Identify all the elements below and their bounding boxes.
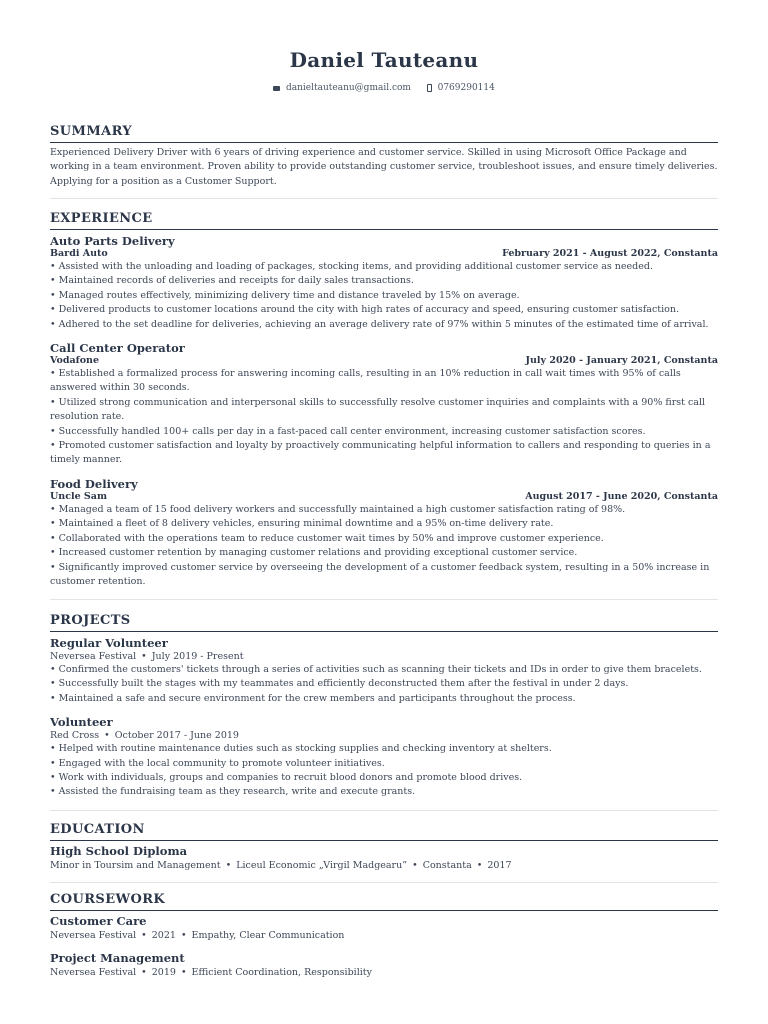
education-entry: High School Diploma Minor in Toursim and Management • Liceul Economic „Virgil Madgearu” • Constanta • 2017	[50, 844, 718, 872]
bullet: • Established a formalized process for answering incoming calls, resulting in an 10% reduction in call wait times with 95% of calls answered within 30 seconds.	[50, 367, 718, 396]
project-dates: October 2017 - June 2019	[114, 730, 239, 742]
experience-entry	[50, 341, 718, 468]
bullet: • Engaged with the local community to promote volunteer initiatives.	[50, 757, 718, 771]
bullet: • Assisted with the unloading and loading of packages, stocking items, and providing additional customer service as needed.	[50, 260, 718, 274]
education-section	[50, 822, 718, 883]
coursework-section	[50, 892, 718, 979]
bullet: • Increased customer retention by managing customer relations and providing exceptional customer service.	[50, 546, 718, 560]
section-title-experience: EXPERIENCE	[50, 211, 718, 230]
bullet: • Maintained records of deliveries and receipts for daily sales transactions.	[50, 274, 718, 288]
course-skills: Empathy, Clear Communication	[191, 930, 345, 941]
bullet: • Managed a team of 15 food delivery workers and successfully maintained a high customer satisfaction rating of 98%.	[50, 503, 718, 517]
experience-entry	[50, 234, 718, 332]
company-name: Bardi Auto	[50, 248, 108, 259]
email-text[interactable]: danieltauteanu@gmail.com	[286, 83, 411, 93]
job-title: Auto Parts Delivery	[50, 234, 175, 248]
bullet: • Promoted customer satisfaction and loyalty by proactively communicating helpful information to callers and responding to queries in a timely manner.	[50, 439, 718, 468]
job-title: Food Delivery	[50, 476, 138, 491]
project-org: Neversea Festival	[50, 651, 137, 662]
school-city: Constanta	[422, 860, 472, 871]
bullet: • Helped with routine maintenance duties such as stocking supplies and checking inventory at shelters.	[50, 742, 718, 756]
course-title: Customer Care	[50, 914, 147, 928]
job-bullets	[50, 367, 718, 468]
course-year: 2019	[151, 967, 176, 978]
bullet: • Successfully handled 100+ calls per day in a fast-paced call center environment, increasing customer satisfaction scores.	[50, 425, 718, 439]
course-entry: Customer Care Neversea Festival • 2021 • Empathy, Clear Communication	[50, 914, 718, 942]
bullet: • Collaborated with the operations team to reduce customer wait times by 50% and improve customer experience.	[50, 532, 718, 546]
bullet: • Adhered to the set deadline for deliveries, achieving an average delivery rate of 97% within 5 minutes of the estimated time of arrival.	[50, 318, 718, 332]
company-name: Vodafone	[50, 355, 100, 367]
bullet: • Work with individuals, groups and companies to recruit blood donors and promote blood drives.	[50, 771, 718, 785]
course-org: Neversea Festival	[50, 967, 137, 978]
bullet: • Confirmed the customers' tickets through a series of activities such as scanning their tickets and IDs in order to give them bracelets.	[50, 663, 718, 677]
school-name: Liceul Economic „Virgil Madgearu”	[236, 860, 408, 871]
job-dates: July 2020 - January 2021, Constanta	[525, 355, 718, 367]
section-title-coursework: COURSEWORK	[50, 892, 718, 911]
email-icon	[273, 86, 280, 91]
section-title-summary: SUMMARY	[50, 124, 718, 143]
course-org: Neversea Festival	[50, 930, 137, 941]
course-title: Project Management	[50, 951, 185, 965]
job-dates: February 2021 - August 2022, Constanta	[502, 248, 718, 259]
job-title: Call Center Operator	[50, 341, 185, 356]
course-entry: Project Management Neversea Festival • 2019 • Efficient Coordination, Responsibility	[50, 951, 718, 979]
project-dates: July 2019 - Present	[151, 651, 244, 662]
phone-icon	[427, 84, 432, 92]
section-title-projects: PROJECTS	[50, 613, 718, 632]
bullet: • Delivered products to customer locations around the city with high rates of accuracy and speed, ensuring customer satisfaction.	[50, 303, 718, 317]
project-title: Volunteer	[50, 715, 113, 730]
project-org: Red Cross	[50, 730, 100, 742]
bullet: • Maintained a safe and secure environment for the crew members and participants throughout the process.	[50, 692, 718, 706]
project-bullets	[50, 742, 718, 800]
course-skills: Efficient Coordination, Responsibility	[191, 967, 372, 978]
experience-section	[50, 211, 718, 600]
degree-title: High School Diploma	[50, 844, 188, 858]
project-entry: Regular Volunteer Neversea Festival • July 2019 - Present • Confirmed the customers' tickets through a series of activities such as scanning their tickets and IDs in order to give them bracelets. • Successfully built the stages with my teammates and efficiently deconstructed them after the festival in under 2 days. • Maintained a safe and secure environment for the crew members and participants throughout the process.	[50, 636, 718, 706]
job-bullets	[50, 260, 718, 332]
project-title: Regular Volunteer	[50, 636, 168, 650]
company-name: Uncle Sam	[50, 490, 108, 502]
summary-section	[50, 124, 718, 199]
section-title-education: EDUCATION	[50, 822, 718, 841]
bullet: • Managed routes effectively, minimizing delivery time and distance traveled by 15% on average.	[50, 289, 718, 303]
project-bullets	[50, 663, 718, 706]
job-dates: August 2017 - June 2020, Constanta	[525, 490, 718, 502]
bullet: • Significantly improved customer service by overseeing the development of a customer feedback system, resulting in a 50% increase in customer retention.	[50, 561, 718, 590]
contact-line	[50, 83, 718, 94]
project-entry: Volunteer Red Cross • October 2017 - June 2019 • Helped with routine maintenance duties such as stocking supplies and checking inventory at shelters. • Engaged with the local community to promote volunteer initiatives. • Work with individuals, groups and companies to recruit blood donors and promote blood drives. • Assisted the fundraising team as they research, write and execute grants.	[50, 715, 718, 800]
bullet: • Utilized strong communication and interpersonal skills to successfully resolve customer inquiries and complaints with a 90% first call resolution rate.	[50, 396, 718, 425]
bullet: • Assisted the fundraising team as they research, write and execute grants.	[50, 785, 718, 799]
summary-text: Experienced Delivery Driver with 6 years of driving experience and customer service. Skilled in using Microsoft Office Package and working in a team environment. Proven ability to provide outstanding customer service, troubleshoot issues, and ensure timely deliveries. Applying for a position as a Customer Support.	[50, 147, 718, 187]
bullet: • Maintained a fleet of 8 delivery vehicles, ensuring minimal downtime and a 95% on-time delivery rate.	[50, 517, 718, 531]
bullet: • Successfully built the stages with my teammates and efficiently deconstructed them after the festival in under 2 days.	[50, 677, 718, 691]
projects-section	[50, 613, 718, 811]
graduation-year: 2017	[487, 860, 512, 871]
experience-entry	[50, 477, 718, 589]
phone-text[interactable]: 0769290114	[437, 83, 495, 93]
job-bullets	[50, 503, 718, 589]
course-year: 2021	[151, 930, 176, 941]
candidate-name: Daniel Tauteanu	[289, 48, 479, 72]
field-of-study: Minor in Toursim and Management	[50, 860, 221, 871]
